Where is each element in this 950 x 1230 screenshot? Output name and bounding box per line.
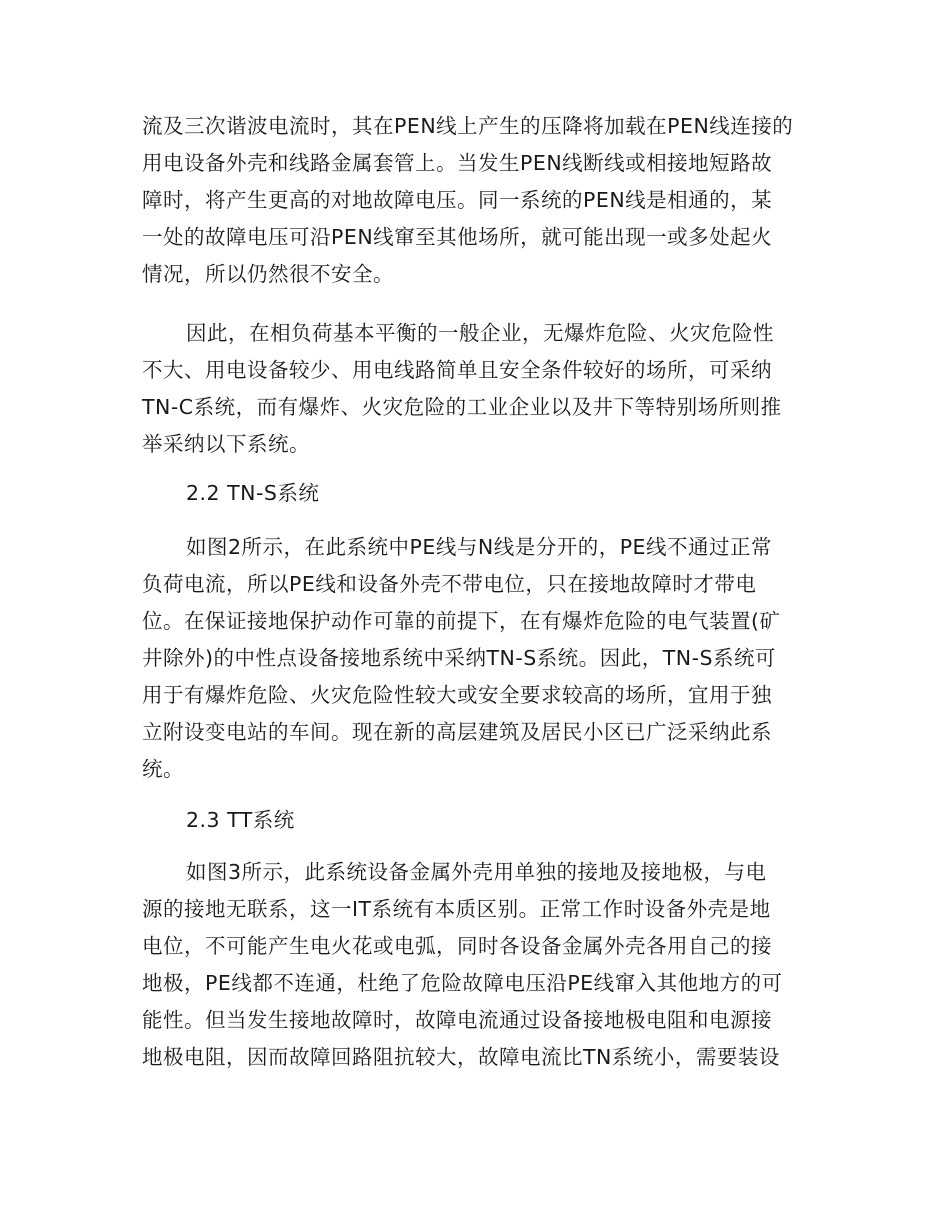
text-line: 如图3所示，此系统设备金属外壳用单独的接地及接地极，与电 (186, 860, 767, 884)
text-line: 井除外)的中性点设备接地系统中采纳TN-S系统。因此，TN-S系统可 (142, 646, 777, 670)
text-line: 统。 (142, 757, 184, 781)
section-heading: 2.2 TN-S系统 (186, 481, 320, 505)
text-line: 用于有爆炸危险、火灾危险性较大或安全要求较高的场所，宜用于独 (142, 683, 772, 707)
text-line: 位。在保证接地保护动作可靠的前提下，在有爆炸危险的电气装置(矿 (142, 609, 781, 633)
text-line: 流及三次谐波电流时，其在PEN线上产生的压降将加载在PEN线连接的 (142, 114, 794, 138)
text-line: 源的接地无联系，这一IT系统有本质区别。正常工作时设备外壳是地 (142, 897, 771, 921)
text-line: 一处的故障电压可沿PEN线窜至其他场所，就可能出现一或多处起火 (142, 225, 773, 249)
text-line: 电位，不可能产生电火花或电弧，同时各设备金属外壳各用自己的接 (142, 934, 772, 958)
text-line: 情况，所以仍然很不安全。 (142, 262, 394, 286)
text-line: 能性。但当发生接地故障时，故障电流通过设备接地极电阻和电源接 (142, 1008, 772, 1032)
text-line: 地极电阻，因而故障回路阻抗较大，故障电流比TN系统小，需要装设 (142, 1045, 780, 1069)
text-line: 因此，在相负荷基本平衡的一般企业，无爆炸危险、火灾危险性 (186, 321, 774, 345)
section-heading: 2.3 TT系统 (186, 808, 295, 832)
text-line: 地极，PE线都不连通，杜绝了危险故障电压沿PE线窜入其他地方的可 (142, 971, 783, 995)
text-line: 负荷电流，所以PE线和设备外壳不带电位，只在接地故障时才带电 (142, 572, 757, 596)
text-line: 举采纳以下系统。 (142, 432, 310, 456)
text-line: 不大、用电设备较少、用电线路简单且安全条件较好的场所，可采纳 (142, 358, 772, 382)
text-line: 如图2所示，在此系统中PE线与N线是分开的，PE线不通过正常 (186, 535, 773, 559)
text-line: 用电设备外壳和线路金属套管上。当发生PEN线断线或相接地短路故 (142, 151, 773, 175)
text-line: TN-C系统，而有爆炸、火灾危险的工业企业以及井下等特别场所则推 (142, 395, 782, 419)
text-line: 立附设变电站的车间。现在新的高层建筑及居民小区已广泛采纳此系 (142, 720, 772, 744)
text-line: 障时，将产生更高的对地故障电压。同一系统的PEN线是相通的，某 (142, 188, 773, 212)
